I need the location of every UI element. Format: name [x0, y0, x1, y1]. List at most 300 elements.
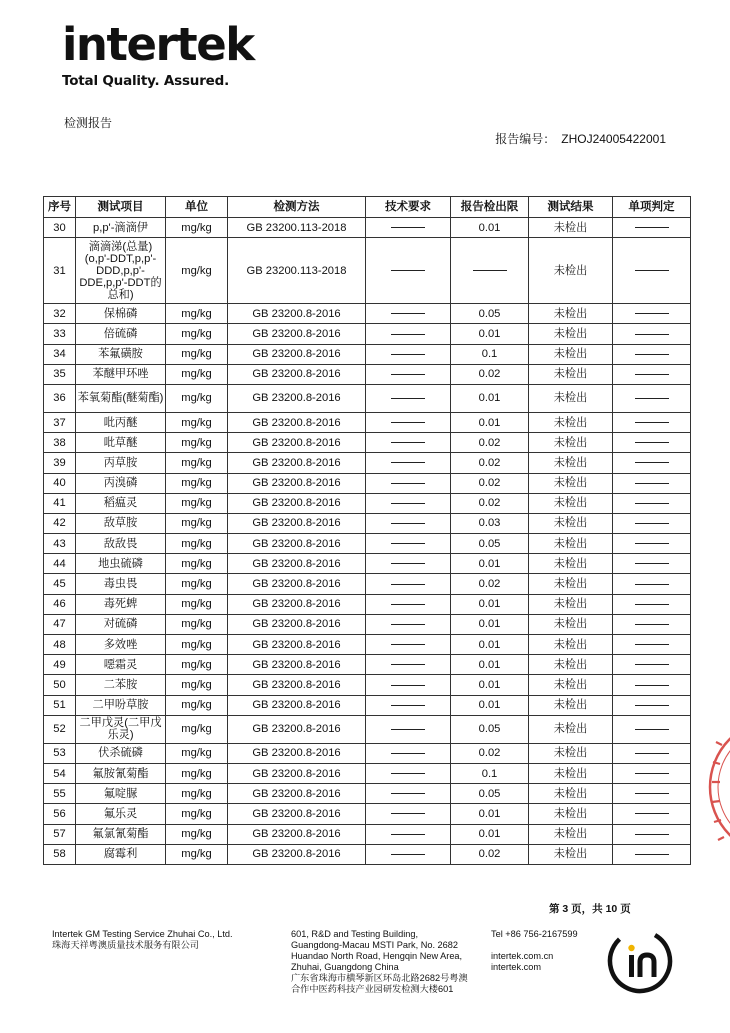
website: intertek.com	[491, 962, 542, 972]
dash-mark	[635, 705, 669, 706]
cell-no: 40	[44, 473, 76, 493]
results-table	[43, 196, 691, 865]
cell-method: GB 23200.8-2016	[228, 763, 366, 783]
cell-unit: mg/kg	[166, 304, 228, 324]
dash-mark	[391, 644, 425, 645]
cell-method: GB 23200.8-2016	[228, 804, 366, 824]
dash-mark	[635, 773, 669, 774]
cell-requirement	[366, 743, 451, 763]
dash-mark	[635, 793, 669, 794]
cell-limit: 0.01	[451, 804, 529, 824]
cell-no: 36	[44, 384, 76, 412]
cell-result: 未检出	[529, 574, 613, 594]
cell-unit: mg/kg	[166, 695, 228, 715]
cell-unit: mg/kg	[166, 675, 228, 695]
cell-requirement	[366, 635, 451, 655]
cell-limit: 0.05	[451, 304, 529, 324]
cell-no: 51	[44, 695, 76, 715]
table-row	[44, 824, 691, 844]
cell-item: 对硫磷	[76, 614, 166, 634]
cell-no: 49	[44, 655, 76, 675]
cell-unit: mg/kg	[166, 824, 228, 844]
cell-no: 53	[44, 743, 76, 763]
brand-name: intertek	[62, 18, 254, 71]
table-row	[44, 238, 691, 304]
cell-unit: mg/kg	[166, 453, 228, 473]
cell-item: 苯氟磺胺	[76, 344, 166, 364]
intertek-emblem-icon	[604, 925, 676, 997]
cell-verdict	[613, 844, 691, 864]
cell-verdict	[613, 574, 691, 594]
cell-verdict	[613, 695, 691, 715]
dash-mark	[635, 354, 669, 355]
cell-result: 未检出	[529, 655, 613, 675]
cell-no: 46	[44, 594, 76, 614]
cell-no: 47	[44, 614, 76, 634]
cell-requirement	[366, 344, 451, 364]
table-header-row	[44, 197, 691, 218]
cell-method: GB 23200.8-2016	[228, 715, 366, 743]
cell-result: 未检出	[529, 614, 613, 634]
cell-result: 未检出	[529, 364, 613, 384]
cell-unit: mg/kg	[166, 554, 228, 574]
dash-mark	[635, 483, 669, 484]
cell-verdict	[613, 412, 691, 432]
table-row	[44, 655, 691, 675]
cell-method: GB 23200.8-2016	[228, 554, 366, 574]
cell-method: GB 23200.8-2016	[228, 304, 366, 324]
cell-unit: mg/kg	[166, 433, 228, 453]
table-row	[44, 453, 691, 473]
cell-unit: mg/kg	[166, 513, 228, 533]
cell-result: 未检出	[529, 344, 613, 364]
table-body	[44, 218, 691, 865]
cell-unit: mg/kg	[166, 493, 228, 513]
cell-item: 苯醚甲环唑	[76, 364, 166, 384]
cell-item: 丙溴磷	[76, 473, 166, 493]
intertek-logo	[62, 18, 254, 89]
cell-item: 二苯胺	[76, 675, 166, 695]
cell-method: GB 23200.8-2016	[228, 344, 366, 364]
footer-address	[291, 929, 486, 995]
col-header-method: 检测方法	[228, 197, 366, 218]
table-row	[44, 554, 691, 574]
table-row	[44, 784, 691, 804]
cell-item: 地虫硫磷	[76, 554, 166, 574]
cell-requirement	[366, 364, 451, 384]
dash-mark	[391, 705, 425, 706]
cell-method: GB 23200.8-2016	[228, 433, 366, 453]
cell-limit: 0.02	[451, 433, 529, 453]
table-row	[44, 324, 691, 344]
dash-mark	[391, 374, 425, 375]
dash-mark	[635, 422, 669, 423]
cell-verdict	[613, 554, 691, 574]
cell-requirement	[366, 844, 451, 864]
dash-mark	[391, 354, 425, 355]
cell-verdict	[613, 743, 691, 763]
dash-mark	[635, 753, 669, 754]
dash-mark	[635, 442, 669, 443]
dash-mark	[391, 834, 425, 835]
cell-no: 56	[44, 804, 76, 824]
cell-result: 未检出	[529, 695, 613, 715]
cell-verdict	[613, 804, 691, 824]
cell-result: 未检出	[529, 433, 613, 453]
cell-requirement	[366, 824, 451, 844]
cell-unit: mg/kg	[166, 844, 228, 864]
cell-no: 37	[44, 412, 76, 432]
cell-method: GB 23200.8-2016	[228, 384, 366, 412]
cell-verdict	[613, 493, 691, 513]
cell-item: 吡丙醚	[76, 412, 166, 432]
cell-unit: mg/kg	[166, 574, 228, 594]
dash-mark	[635, 854, 669, 855]
cell-item: 苯氧菊酯(醚菊酯)	[76, 384, 166, 412]
cell-result: 未检出	[529, 824, 613, 844]
table-row	[44, 384, 691, 412]
cell-method: GB 23200.8-2016	[228, 844, 366, 864]
cell-requirement	[366, 238, 451, 304]
cell-limit: 0.01	[451, 655, 529, 675]
col-header-requirement: 技术要求	[366, 197, 451, 218]
cell-verdict	[613, 433, 691, 453]
cell-no: 38	[44, 433, 76, 453]
cell-requirement	[366, 534, 451, 554]
dash-mark	[391, 442, 425, 443]
cell-no: 55	[44, 784, 76, 804]
table-row	[44, 594, 691, 614]
cell-result: 未检出	[529, 218, 613, 238]
cell-limit: 0.01	[451, 324, 529, 344]
page-number: 第 3 页，共 10 页	[549, 903, 631, 915]
col-header-unit: 单位	[166, 197, 228, 218]
cell-limit: 0.02	[451, 364, 529, 384]
cell-result: 未检出	[529, 473, 613, 493]
dash-mark	[391, 227, 425, 228]
footer-contact	[491, 929, 601, 973]
cell-no: 33	[44, 324, 76, 344]
cell-verdict	[613, 614, 691, 634]
cell-no: 34	[44, 344, 76, 364]
cell-requirement	[366, 493, 451, 513]
cell-verdict	[613, 218, 691, 238]
cell-item: 氟乐灵	[76, 804, 166, 824]
cell-method: GB 23200.8-2016	[228, 493, 366, 513]
cell-result: 未检出	[529, 534, 613, 554]
cell-result: 未检出	[529, 715, 613, 743]
cell-result: 未检出	[529, 743, 613, 763]
cell-result: 未检出	[529, 238, 613, 304]
phone-number: Tel +86 756-2167599	[491, 929, 578, 939]
dash-mark	[635, 270, 669, 271]
cell-result: 未检出	[529, 412, 613, 432]
cell-verdict	[613, 655, 691, 675]
inspection-seal-icon	[706, 712, 730, 862]
dash-mark	[635, 729, 669, 730]
table-row	[44, 763, 691, 783]
cell-item: 氟胺氰菊酯	[76, 763, 166, 783]
cell-unit: mg/kg	[166, 655, 228, 675]
cell-result: 未检出	[529, 384, 613, 412]
cell-no: 45	[44, 574, 76, 594]
cell-verdict	[613, 364, 691, 384]
cell-method: GB 23200.8-2016	[228, 695, 366, 715]
address-line-cn: 广东省珠海市横琴新区环岛北路2682号粤澳	[291, 973, 468, 983]
dash-mark	[635, 813, 669, 814]
dash-mark	[391, 604, 425, 605]
cell-item: 敌草胺	[76, 513, 166, 533]
company-name-cn: 珠海天祥粤澳质量技术服务有限公司	[52, 940, 199, 950]
dash-mark	[635, 227, 669, 228]
cell-method: GB 23200.8-2016	[228, 784, 366, 804]
cell-unit: mg/kg	[166, 743, 228, 763]
cell-method: GB 23200.8-2016	[228, 513, 366, 533]
company-name-en: Intertek GM Testing Service Zhuhai Co., Ltd.	[52, 929, 233, 939]
dash-mark	[391, 624, 425, 625]
table-row	[44, 715, 691, 743]
cell-limit: 0.1	[451, 344, 529, 364]
cell-limit: 0.02	[451, 743, 529, 763]
cell-item: 保棉磷	[76, 304, 166, 324]
dash-mark	[391, 543, 425, 544]
dash-mark	[391, 773, 425, 774]
dash-mark	[391, 270, 425, 271]
dash-mark	[635, 563, 669, 564]
website-cn: intertek.com.cn	[491, 951, 554, 961]
cell-item: 倍硫磷	[76, 324, 166, 344]
cell-limit: 0.01	[451, 824, 529, 844]
cell-item: 敌敌畏	[76, 534, 166, 554]
dash-mark	[635, 374, 669, 375]
cell-limit: 0.01	[451, 675, 529, 695]
cell-unit: mg/kg	[166, 804, 228, 824]
cell-limit	[451, 238, 529, 304]
cell-requirement	[366, 715, 451, 743]
cell-method: GB 23200.8-2016	[228, 473, 366, 493]
cell-item: 腐霉利	[76, 844, 166, 864]
dash-mark	[391, 854, 425, 855]
dash-mark	[391, 523, 425, 524]
dash-mark	[391, 483, 425, 484]
cell-item: 噁霜灵	[76, 655, 166, 675]
cell-item: 吡草醚	[76, 433, 166, 453]
cell-method: GB 23200.8-2016	[228, 743, 366, 763]
address-line: Guangdong-Macau MSTI Park, No. 2682	[291, 940, 458, 950]
cell-requirement	[366, 655, 451, 675]
cell-unit: mg/kg	[166, 614, 228, 634]
cell-unit: mg/kg	[166, 238, 228, 304]
dash-mark	[635, 543, 669, 544]
brand-tagline: Total Quality. Assured.	[62, 73, 230, 89]
cell-item: 毒虫畏	[76, 574, 166, 594]
cell-verdict	[613, 453, 691, 473]
cell-verdict	[613, 324, 691, 344]
cell-no: 57	[44, 824, 76, 844]
cell-result: 未检出	[529, 513, 613, 533]
cell-limit: 0.01	[451, 384, 529, 412]
cell-no: 41	[44, 493, 76, 513]
cell-limit: 0.05	[451, 715, 529, 743]
table-row	[44, 218, 691, 238]
cell-result: 未检出	[529, 304, 613, 324]
address-line-cn: 合作中医药科技产业园研发检测大楼601	[291, 984, 454, 994]
cell-result: 未检出	[529, 554, 613, 574]
table-row	[44, 804, 691, 824]
cell-unit: mg/kg	[166, 763, 228, 783]
cell-no: 52	[44, 715, 76, 743]
cell-limit: 0.01	[451, 412, 529, 432]
cell-method: GB 23200.8-2016	[228, 635, 366, 655]
cell-result: 未检出	[529, 453, 613, 473]
cell-method: GB 23200.8-2016	[228, 412, 366, 432]
dash-mark	[635, 503, 669, 504]
cell-unit: mg/kg	[166, 784, 228, 804]
cell-result: 未检出	[529, 594, 613, 614]
cell-method: GB 23200.8-2016	[228, 453, 366, 473]
dash-mark	[391, 313, 425, 314]
table-row	[44, 304, 691, 324]
cell-verdict	[613, 304, 691, 324]
cell-verdict	[613, 473, 691, 493]
cell-limit: 0.1	[451, 763, 529, 783]
cell-unit: mg/kg	[166, 384, 228, 412]
cell-requirement	[366, 304, 451, 324]
cell-verdict	[613, 675, 691, 695]
cell-item: 稻瘟灵	[76, 493, 166, 513]
cell-verdict	[613, 784, 691, 804]
cell-method: GB 23200.8-2016	[228, 364, 366, 384]
cell-requirement	[366, 554, 451, 574]
dash-mark	[635, 664, 669, 665]
footer-company	[52, 929, 272, 951]
dash-mark	[391, 422, 425, 423]
dash-mark	[635, 624, 669, 625]
cell-no: 30	[44, 218, 76, 238]
cell-method: GB 23200.113-2018	[228, 218, 366, 238]
cell-requirement	[366, 614, 451, 634]
table-row	[44, 534, 691, 554]
cell-limit: 0.01	[451, 594, 529, 614]
cell-requirement	[366, 574, 451, 594]
dash-mark	[391, 729, 425, 730]
cell-no: 54	[44, 763, 76, 783]
cell-verdict	[613, 513, 691, 533]
cell-method: GB 23200.8-2016	[228, 594, 366, 614]
cell-unit: mg/kg	[166, 344, 228, 364]
cell-result: 未检出	[529, 844, 613, 864]
table-row	[44, 473, 691, 493]
cell-requirement	[366, 513, 451, 533]
cell-limit: 0.02	[451, 493, 529, 513]
dash-mark	[391, 398, 425, 399]
table-row	[44, 412, 691, 432]
cell-limit: 0.03	[451, 513, 529, 533]
report-number-value: ZHOJ24005422001	[561, 132, 666, 146]
col-header-limit: 报告检出限	[451, 197, 529, 218]
cell-unit: mg/kg	[166, 218, 228, 238]
cell-result: 未检出	[529, 493, 613, 513]
cell-unit: mg/kg	[166, 473, 228, 493]
cell-requirement	[366, 412, 451, 432]
dash-mark	[391, 753, 425, 754]
cell-result: 未检出	[529, 324, 613, 344]
cell-item: 氟氯氰菊酯	[76, 824, 166, 844]
cell-method: GB 23200.8-2016	[228, 574, 366, 594]
cell-result: 未检出	[529, 635, 613, 655]
dash-mark	[635, 644, 669, 645]
table-row	[44, 493, 691, 513]
cell-limit: 0.01	[451, 695, 529, 715]
cell-item: 多效唑	[76, 635, 166, 655]
cell-method: GB 23200.113-2018	[228, 238, 366, 304]
dash-mark	[635, 313, 669, 314]
address-line: Zhuhai, Guangdong China	[291, 962, 399, 972]
col-header-item: 测试项目	[76, 197, 166, 218]
cell-method: GB 23200.8-2016	[228, 534, 366, 554]
cell-no: 39	[44, 453, 76, 473]
cell-verdict	[613, 344, 691, 364]
cell-limit: 0.01	[451, 635, 529, 655]
dash-mark	[391, 503, 425, 504]
cell-verdict	[613, 594, 691, 614]
cell-result: 未检出	[529, 804, 613, 824]
dash-mark	[635, 462, 669, 463]
cell-method: GB 23200.8-2016	[228, 324, 366, 344]
cell-item: p,p'-滴滴伊	[76, 218, 166, 238]
cell-method: GB 23200.8-2016	[228, 675, 366, 695]
cell-item: 二甲戊灵(二甲戊乐灵)	[76, 715, 166, 743]
col-header-result: 测试结果	[529, 197, 613, 218]
cell-limit: 0.02	[451, 453, 529, 473]
cell-limit: 0.02	[451, 473, 529, 493]
dash-mark	[391, 813, 425, 814]
report-number-label: 报告编号：	[495, 132, 556, 146]
cell-item: 二甲吩草胺	[76, 695, 166, 715]
dash-mark	[635, 523, 669, 524]
cell-requirement	[366, 784, 451, 804]
cell-item: 毒死蜱	[76, 594, 166, 614]
cell-requirement	[366, 695, 451, 715]
dash-mark	[391, 334, 425, 335]
dash-mark	[473, 270, 507, 271]
cell-item: 丙草胺	[76, 453, 166, 473]
cell-no: 31	[44, 238, 76, 304]
cell-requirement	[366, 763, 451, 783]
cell-unit: mg/kg	[166, 715, 228, 743]
table-row	[44, 743, 691, 763]
address-line: Huandao North Road, Hengqin New Area,	[291, 951, 463, 961]
cell-requirement	[366, 324, 451, 344]
document-title: 检测报告	[64, 116, 113, 130]
cell-requirement	[366, 453, 451, 473]
cell-limit: 0.01	[451, 218, 529, 238]
cell-no: 44	[44, 554, 76, 574]
cell-limit: 0.01	[451, 614, 529, 634]
cell-limit: 0.05	[451, 784, 529, 804]
cell-method: GB 23200.8-2016	[228, 614, 366, 634]
table-row	[44, 513, 691, 533]
table-row	[44, 574, 691, 594]
dash-mark	[391, 462, 425, 463]
cell-unit: mg/kg	[166, 364, 228, 384]
cell-unit: mg/kg	[166, 534, 228, 554]
dash-mark	[391, 793, 425, 794]
cell-method: GB 23200.8-2016	[228, 824, 366, 844]
dash-mark	[635, 685, 669, 686]
cell-verdict	[613, 824, 691, 844]
cell-no: 43	[44, 534, 76, 554]
